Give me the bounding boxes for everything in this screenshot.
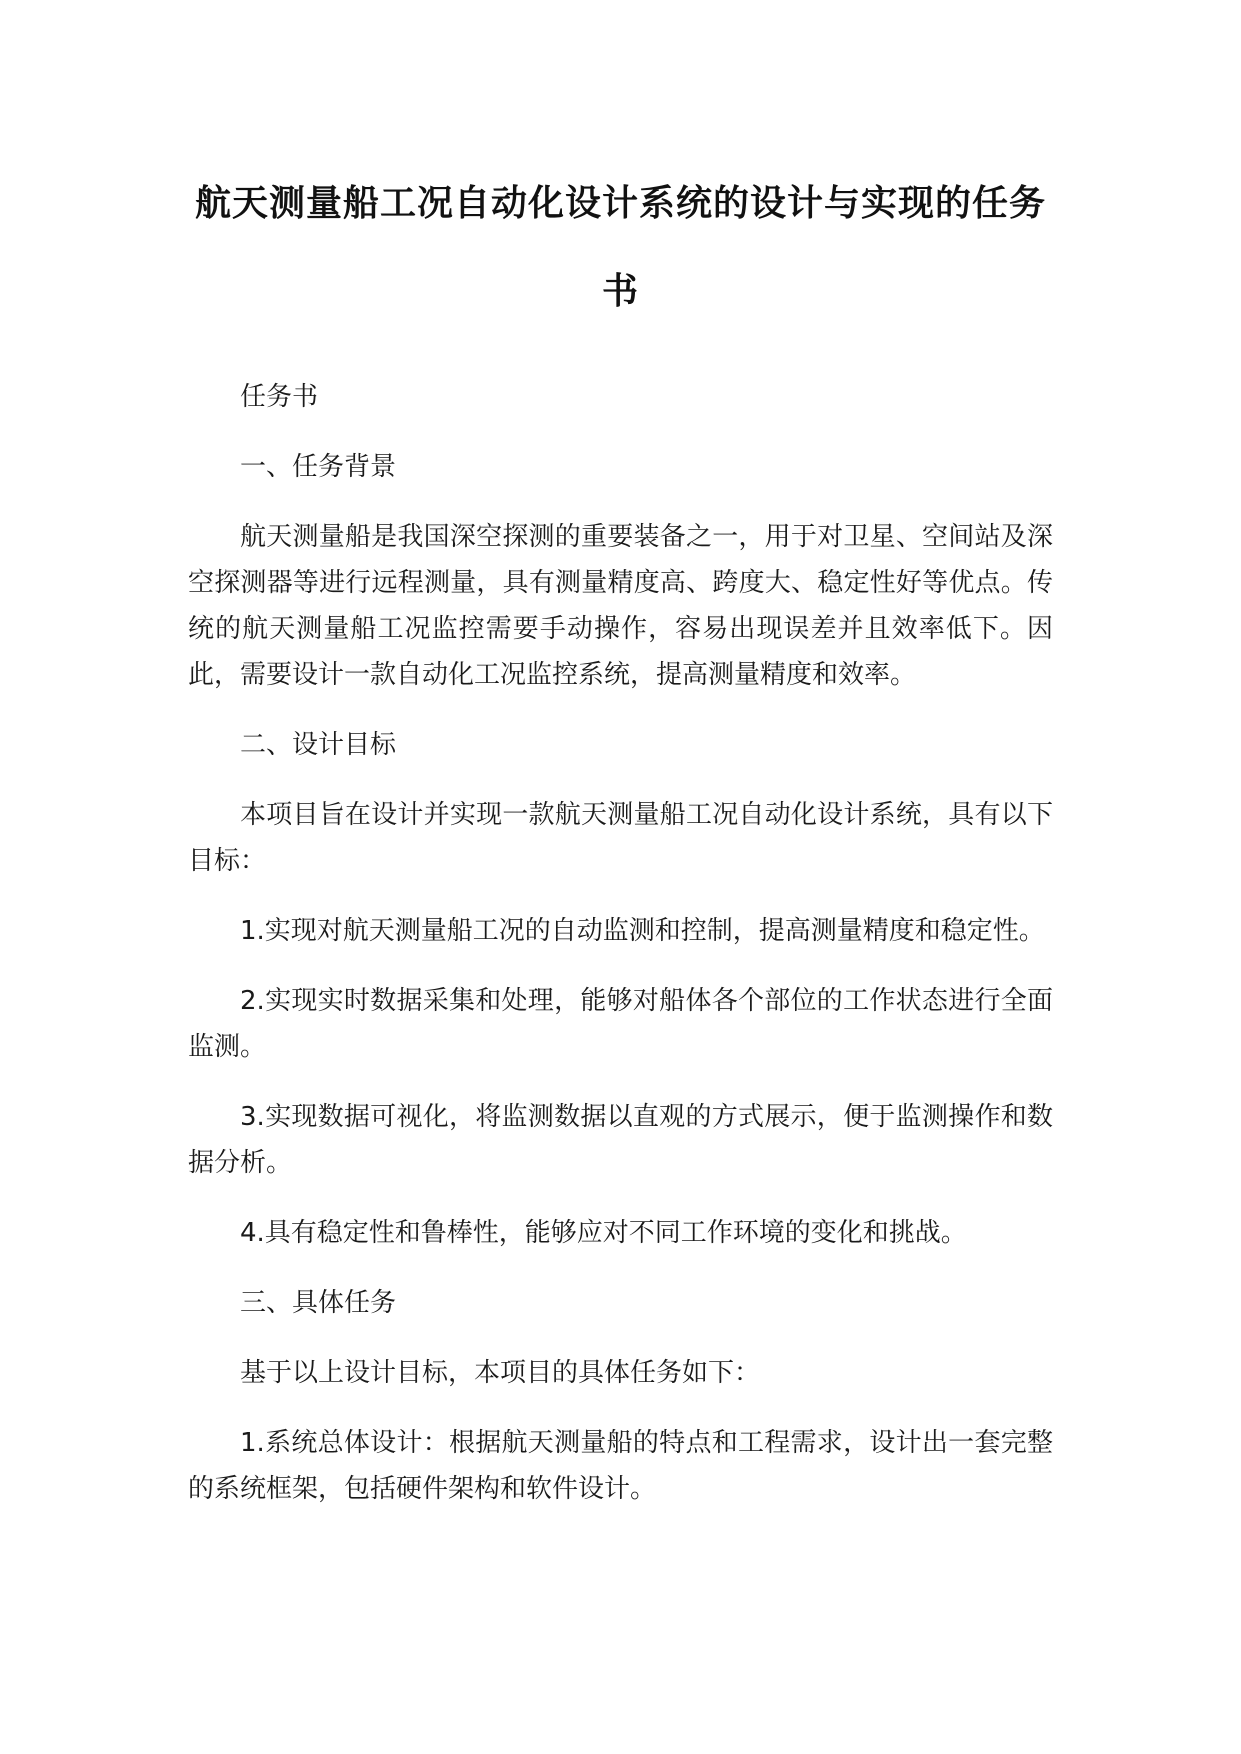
paragraph-goals-intro: 本项目旨在设计并实现一款航天测量船工况自动化设计系统，具有以下目标： <box>188 800 1053 876</box>
list-item-task-1: 1.系统总体设计：根据航天测量船的特点和工程需求，设计出一套完整的系统框架，包括硬件架构和软件设计。 <box>188 1428 1053 1504</box>
section-heading-background: 一、任务背景 <box>240 452 397 482</box>
list-item-goal-1: 1.实现对航天测量船工况的自动监测和控制，提高测量精度和稳定性。 <box>240 916 1045 946</box>
document-body <box>188 374 1053 1536</box>
paragraph-background: 航天测量船是我国深空探测的重要装备之一，用于对卫星、空间站及深空探测器等进行远程测量，具有测量精度高、跨度大、稳定性好等优点。传统的航天测量船工况监控需要手动操作，容易出现误差并且效率低下。因此，需要设计一款自动化工况监控系统，提高测量精度和效率。 <box>188 522 1053 690</box>
list-item-goal-3: 3.实现数据可视化，将监测数据以直观的方式展示，便于监测操作和数据分析。 <box>188 1102 1053 1178</box>
paragraph-heading-task-book: 任务书 <box>240 382 319 412</box>
paragraph-tasks-intro: 基于以上设计目标，本项目的具体任务如下： <box>240 1358 761 1388</box>
list-item-goal-2: 2.实现实时数据采集和处理，能够对船体各个部位的工作状态进行全面监测。 <box>188 986 1053 1062</box>
section-heading-specific-tasks: 三、具体任务 <box>240 1288 397 1318</box>
section-heading-design-goals: 二、设计目标 <box>240 730 397 760</box>
list-item-goal-4: 4.具有稳定性和鲁棒性，能够应对不同工作环境的变化和挑战。 <box>240 1218 967 1248</box>
document-title: 航天测量船工况自动化设计系统的设计与实现的任务书 <box>194 183 1046 312</box>
